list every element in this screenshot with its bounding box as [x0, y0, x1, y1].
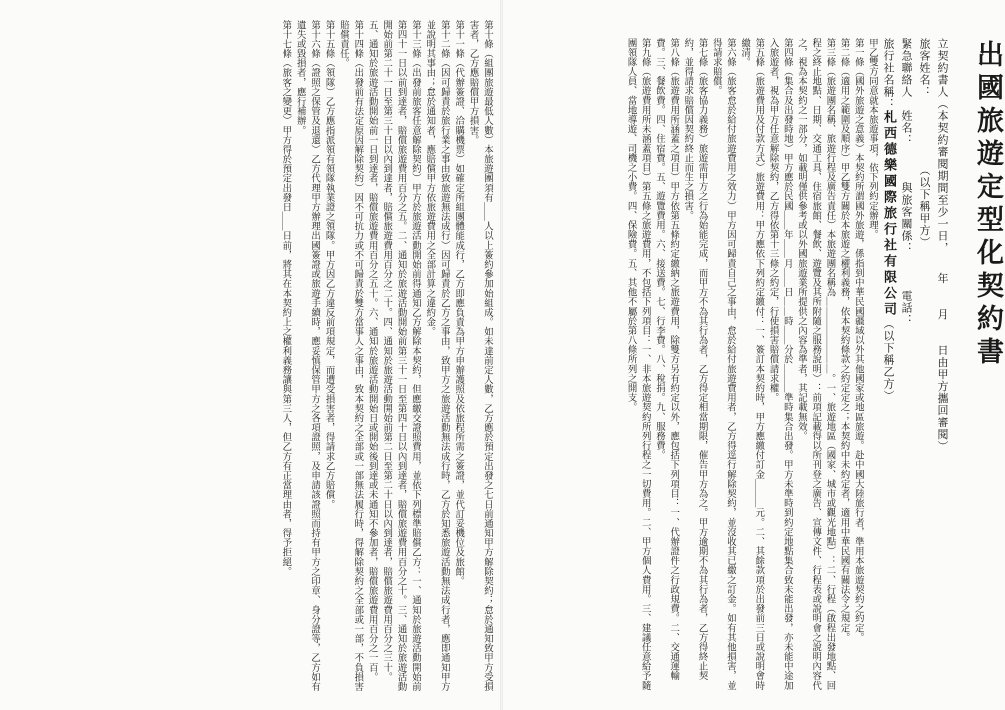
clause: 第三條（旅遊團名稱、旅遊行程及廣告責任）本旅遊團名稱為＿＿＿＿＿＿＿＿。一、旅遊地區（國家、城市或觀光地點）：二、行程（啟程出發地點、回程之終止地點、日期、交通工具、住宿旅館、餐飲、遊覽及其所附隨之服務說明）：前項記載得以所刊登之廣告、宣傳文件、行程表或說明會之說明內容代之，視為本契約之一部分，如載明僅供參考或以外國旅遊業所提供之內容為準者，其記載無效。 — [795, 38, 836, 691]
emergency-contact-line: 緊急聯絡人 姓名： 與旅客關係： 電話： — [900, 38, 913, 326]
contract-title: 出國旅遊定型化契約書 — [972, 40, 1003, 370]
clause: 第十二條（因可歸責於旅行業之事由致旅遊無法成行）因可歸責於乙方之事由，致甲方之旅遊活動無法成行時，乙方於知悉旅遊活動無法成行者，應即通知甲方並說明其事由；怠於通知者，應賠償甲方依旅遊費用之全部計算之違約金。 — [424, 20, 450, 692]
page-fold — [500, 0, 503, 710]
clause: 第十條（組團旅遊最低人數）本旅遊團須有＿＿人以上簽約參加始組成。如未達前定人數，乙方應於預定出發之七日前通知甲方解除契約；怠於通知致甲方受損害者，乙方應賠償甲方損害。 — [467, 20, 493, 692]
clause: 第十七條（旅客之變更）甲方得於預定出發日＿＿日前，將其在本契約上之權利義務讓與第三人，但乙方有正當理由者，得予拒絕。 — [280, 20, 292, 577]
agency-name: 札西德樂國際旅行社有限公司 — [881, 110, 896, 318]
clause: 第十五條（領隊）乙方應指派領有領隊執業證之領隊。甲方因乙方違反前項規定，而遭受損害者，得請求乙方賠償。 — [323, 20, 335, 510]
contract-left-page — [0, 0, 500, 710]
clause: 第八條（旅遊費用所涵蓋之項目）甲方依第五條約定繳納之旅遊費用，除雙方另有約定以外，應包括下列項目：一、代辦證件之行政規費。二、交通運輸費。三、餐飲費。四、住宿費。五、遊覽費用。六、接送費。七、行李費。八、稅捐。九、服務費。 — [653, 38, 680, 681]
clause: 第五條（旅遊費用及付款方式）旅遊費用：甲方應依下列約定繳付：一、簽訂本契約時，甲方應繳付訂金＿＿＿元。二、其餘款項於出發前三日或說明會時繳清。 — [739, 38, 765, 691]
agency-line — [879, 38, 897, 698]
agency-label: 旅行社名稱： — [882, 38, 895, 110]
traveler-line: 旅客姓名： （以下稱甲方） — [918, 38, 931, 249]
clause: 第六條（旅客怠於給付旅遊費用之效力）甲方因可歸責自己之事由，怠於給付旅遊費用者，乙方得逕行解除契約，並沒收其已繳之訂金。如有其他損害，並得請求賠償。 — [710, 38, 736, 691]
header-line: 立契約書人（本契約審閱期間至少一日， 年 月 日由甲方攜回審閱） — [936, 38, 949, 453]
clause: 第四條（集合及出發時地）甲方應於民國＿＿年＿＿月＿＿日＿＿時＿＿分於＿＿＿準時集合出發。甲方未準時到約定地點集合致未能出發，亦未能中途加入旅遊者，視為甲方任意解除契約，乙方得依第十三條之約定，行使損害賠償請求權。 — [767, 38, 793, 691]
clause: 第十三條（出發前旅客任意解除契約）甲方於旅遊活動開始前得通知乙方解除本契約，但應繳交證照費用，並依下列標準賠償乙方：一、通知於旅遊活動開始前第四十一日以前到達者，賠償旅遊費用百分之五。二、通知於旅遊活動開始前第三十一日至第四十日以內到達者，賠償旅遊費用百分之十。三、通知於旅遊活動開始前第二十一日至第三十日以內到達者，賠償旅遊費用百分之二十。四、通知於旅遊活動開始前第二日至第二十日以內到達者，賠償旅遊費用百分之三十。五、通知於旅遊活動開始前一日到達者，賠償旅遊費用百分之五十。六、通知於旅遊活動開始日或開始後到達或未通知不參加者，賠償旅遊費用百分之一百。 — [366, 20, 421, 692]
clause: 第十六條（證照之保管及退還）乙方代理甲方辦理出國簽證或旅遊手續時，應妥慎保管甲方之各項證照，及申請該證照而持有甲方之印章、身分證等，乙方如有遺失或毀損者，應行補辦。 — [294, 20, 321, 692]
contract-back-body — [2, 20, 494, 700]
clause: 第七條（旅客協力義務）旅遊需甲方之行為始能完成，而甲方不為其行為者，乙方得定相當期限，催告甲方為之。甲方逾期不為其行為者，乙方得終止契約，並得請求賠償因契約終止而生之損害。 — [682, 38, 708, 681]
clause: 第九條（旅遊費用所未涵蓋項目）第五條之旅遊費用，不包括下列項目：一、非本旅遊契約所列行程之一切費用。二、甲方個人費用。三、建議任意給予隨團領隊人員、當地導遊、司機之小費。四、保險費。五、其他不屬於第八條所列之開支。 — [625, 38, 651, 691]
clause: 第十四條（出發前有法定原因解除契約）因不可抗力或不可歸責於雙方當事人之事由，致本契約之全部或一部無法履行時，得解除契約之全部或一部，不負損害賠償責任。 — [337, 20, 364, 692]
agency-suffix: （以下稱乙方） — [882, 318, 895, 402]
clause: 第十一條（代辦簽證、洽購機票）如確定所組團體能成行，乙方即應負責為甲方申辦護照及依旅程所需之簽證，並代訂妥機位及旅館。 — [453, 20, 465, 586]
contract-right-page — [503, 0, 1005, 710]
contract-front-body — [511, 38, 951, 698]
clause: 第二條（適用之範圍及順序）甲乙雙方關於本旅遊之權利義務，依本契約條款之約定定之；本契約中未約定者，適用中華民國有關法令之規定。 — [838, 38, 850, 643]
clause: 第一條（國外旅遊之意義）本契約所謂國外旅遊，係指到中華民國疆域以外其他國家或地區旅遊。赴中國大陸旅行者，準用本旅遊契約之約定。 — [852, 38, 864, 643]
clause: 甲乙雙方同意就本旅遊事項，依下列約定辦理。 — [867, 38, 878, 240]
